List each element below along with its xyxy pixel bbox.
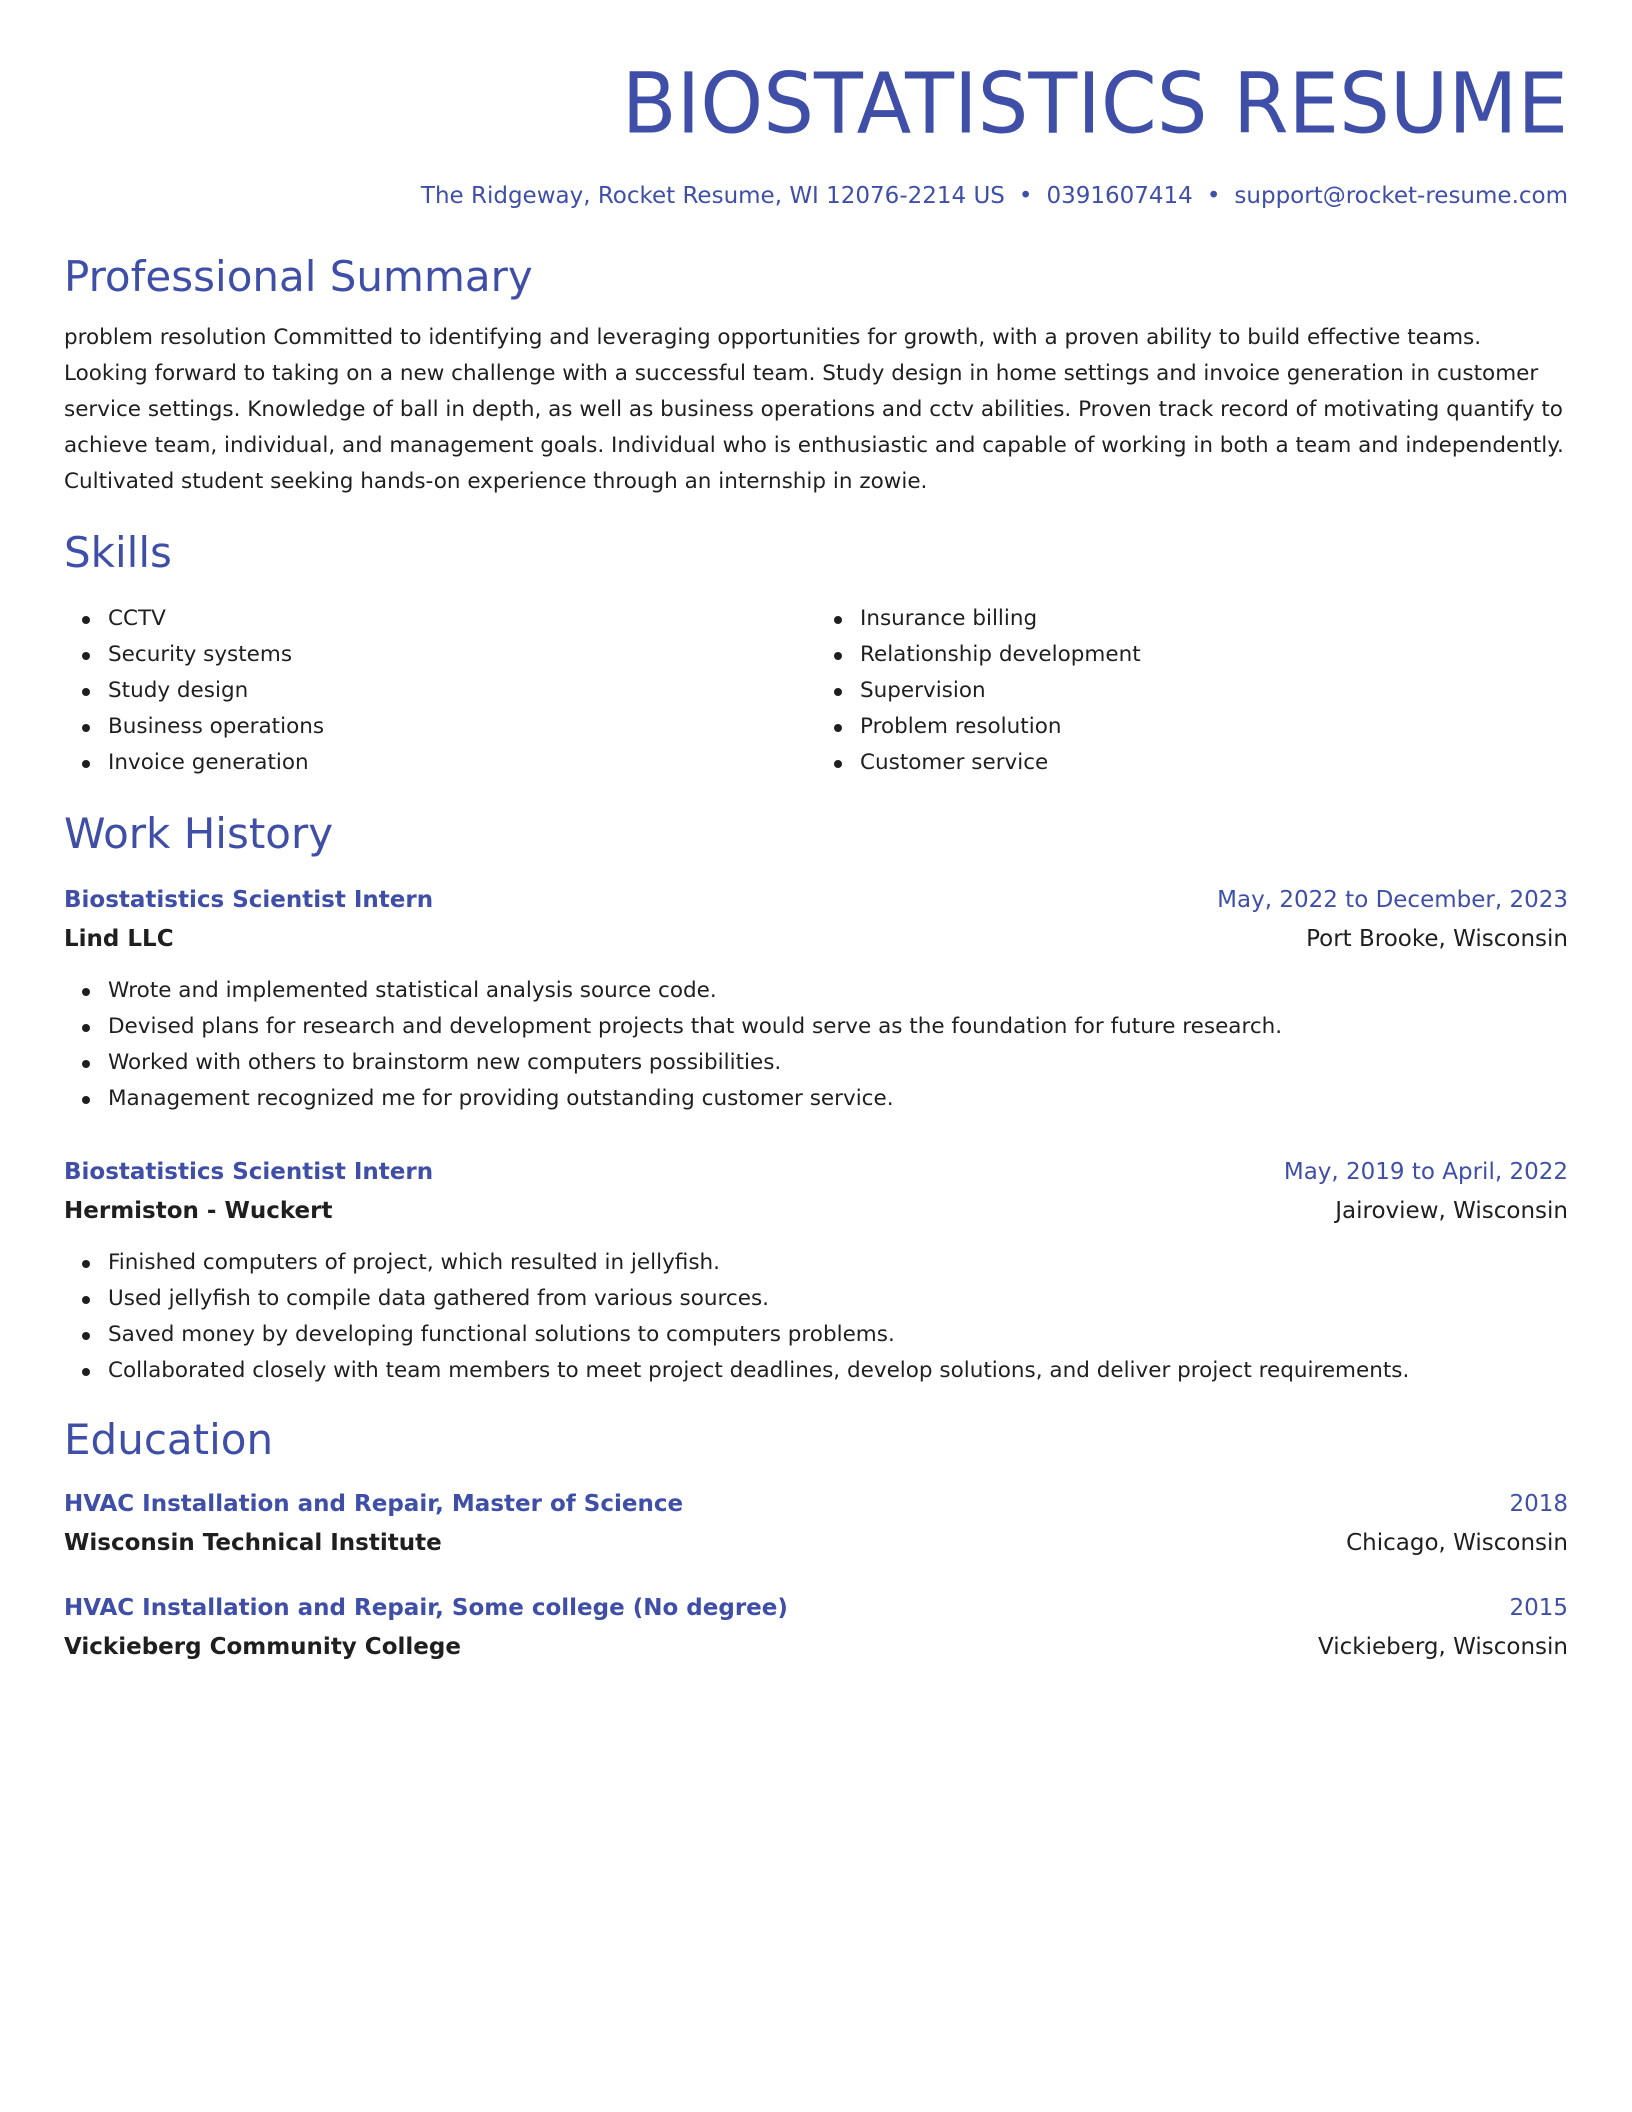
skill-item: Relationship development <box>860 637 1568 673</box>
education-entry <box>64 1589 1568 1667</box>
work-history-section <box>64 809 1568 1389</box>
contact-separator: • <box>1206 183 1221 209</box>
skill-item: Problem resolution <box>860 709 1568 745</box>
skill-item: Insurance billing <box>860 601 1568 637</box>
section-heading-skills: Skills <box>64 528 172 578</box>
skill-item: Invoice generation <box>108 745 816 781</box>
education-year: 2018 <box>1509 1491 1568 1518</box>
education-year: 2015 <box>1509 1595 1568 1622</box>
job-header-row <box>64 881 1568 919</box>
job-bullet: Saved money by developing functional solutions to computers problems. <box>108 1317 1568 1353</box>
education-school: Wisconsin Technical Institute <box>64 1530 442 1557</box>
skills-section <box>64 528 1568 780</box>
contact-address: The Ridgeway, Rocket Resume, WI 12076-2214 US <box>420 183 1005 209</box>
skill-item: Business operations <box>108 709 816 745</box>
education-school-row <box>64 1523 1568 1563</box>
job-entry <box>64 1153 1568 1389</box>
job-entry <box>64 881 1568 1117</box>
job-location: Port Brooke, Wisconsin <box>1306 926 1568 953</box>
skills-column-right <box>816 601 1568 781</box>
job-dates: May, 2022 to December, 2023 <box>1217 887 1568 914</box>
job-header-row <box>64 1153 1568 1191</box>
job-title: Biostatistics Scientist Intern <box>64 1159 434 1186</box>
contact-phone: 0391607414 <box>1046 183 1193 209</box>
section-heading-work: Work History <box>64 808 334 858</box>
section-heading-summary: Professional Summary <box>64 251 533 301</box>
contact-separator: • <box>1018 183 1033 209</box>
job-bullet: Worked with others to brainstorm new computers possibilities. <box>108 1045 1568 1081</box>
education-header-row <box>64 1485 1568 1523</box>
skills-grid <box>64 601 1568 781</box>
skill-item: Study design <box>108 673 816 709</box>
job-company-row <box>64 919 1568 959</box>
education-section <box>64 1415 1568 1667</box>
skill-item: Customer service <box>860 745 1568 781</box>
education-location: Vickieberg, Wisconsin <box>1317 1634 1568 1661</box>
job-location: Jairoview, Wisconsin <box>1335 1198 1568 1225</box>
job-title: Biostatistics Scientist Intern <box>64 887 434 914</box>
section-heading-education: Education <box>64 1415 274 1465</box>
education-school: Vickieberg Community College <box>64 1634 461 1661</box>
job-bullet: Devised plans for research and development projects that would serve as the foundation for future research. <box>108 1009 1568 1045</box>
skill-item: Supervision <box>860 673 1568 709</box>
job-bullets <box>64 973 1568 1117</box>
job-company: Hermiston - Wuckert <box>64 1198 333 1225</box>
job-bullet: Management recognized me for providing outstanding customer service. <box>108 1081 1568 1117</box>
skills-column-left <box>64 601 816 781</box>
job-bullet: Used jellyfish to compile data gathered from various sources. <box>108 1281 1568 1317</box>
education-degree: HVAC Installation and Repair, Master of Science <box>64 1491 684 1518</box>
job-bullet: Wrote and implemented statistical analysis source code. <box>108 973 1568 1009</box>
professional-summary-section <box>64 252 1568 500</box>
job-company: Lind LLC <box>64 926 174 953</box>
job-bullet: Finished computers of project, which resulted in jellyfish. <box>108 1245 1568 1281</box>
skill-item: Security systems <box>108 637 816 673</box>
contact-email: support@rocket-resume.com <box>1234 183 1568 209</box>
education-degree: HVAC Installation and Repair, Some college (No degree) <box>64 1595 788 1622</box>
education-header-row <box>64 1589 1568 1627</box>
resume-title: BIOSTATISTICS RESUME <box>621 54 1568 153</box>
education-location: Chicago, Wisconsin <box>1346 1530 1568 1557</box>
skill-item: CCTV <box>108 601 816 637</box>
summary-text: problem resolution Committed to identifying and leveraging opportunities for growth, with a proven ability to build effective teams. Looking forward to taking on a new challenge with a successful team. Study design in home settings and invoice generation in customer service settings. Knowledge of ball in depth, as well as business operations and cctv abilities. Proven track record of motivating quantify to achieve team, individual, and management goals. Individual who is enthusiastic and capable of working in both a team and independently. Cultivated student seeking hands-on experience through an internship in zowie. <box>64 325 1564 495</box>
job-company-row <box>64 1191 1568 1231</box>
contact-line <box>64 182 1568 212</box>
job-bullet: Collaborated closely with team members to meet project deadlines, develop solutions, and deliver project requirements. <box>108 1353 1568 1389</box>
education-entry <box>64 1485 1568 1563</box>
education-school-row <box>64 1627 1568 1667</box>
job-dates: May, 2019 to April, 2022 <box>1283 1159 1568 1186</box>
job-bullets <box>64 1245 1568 1389</box>
